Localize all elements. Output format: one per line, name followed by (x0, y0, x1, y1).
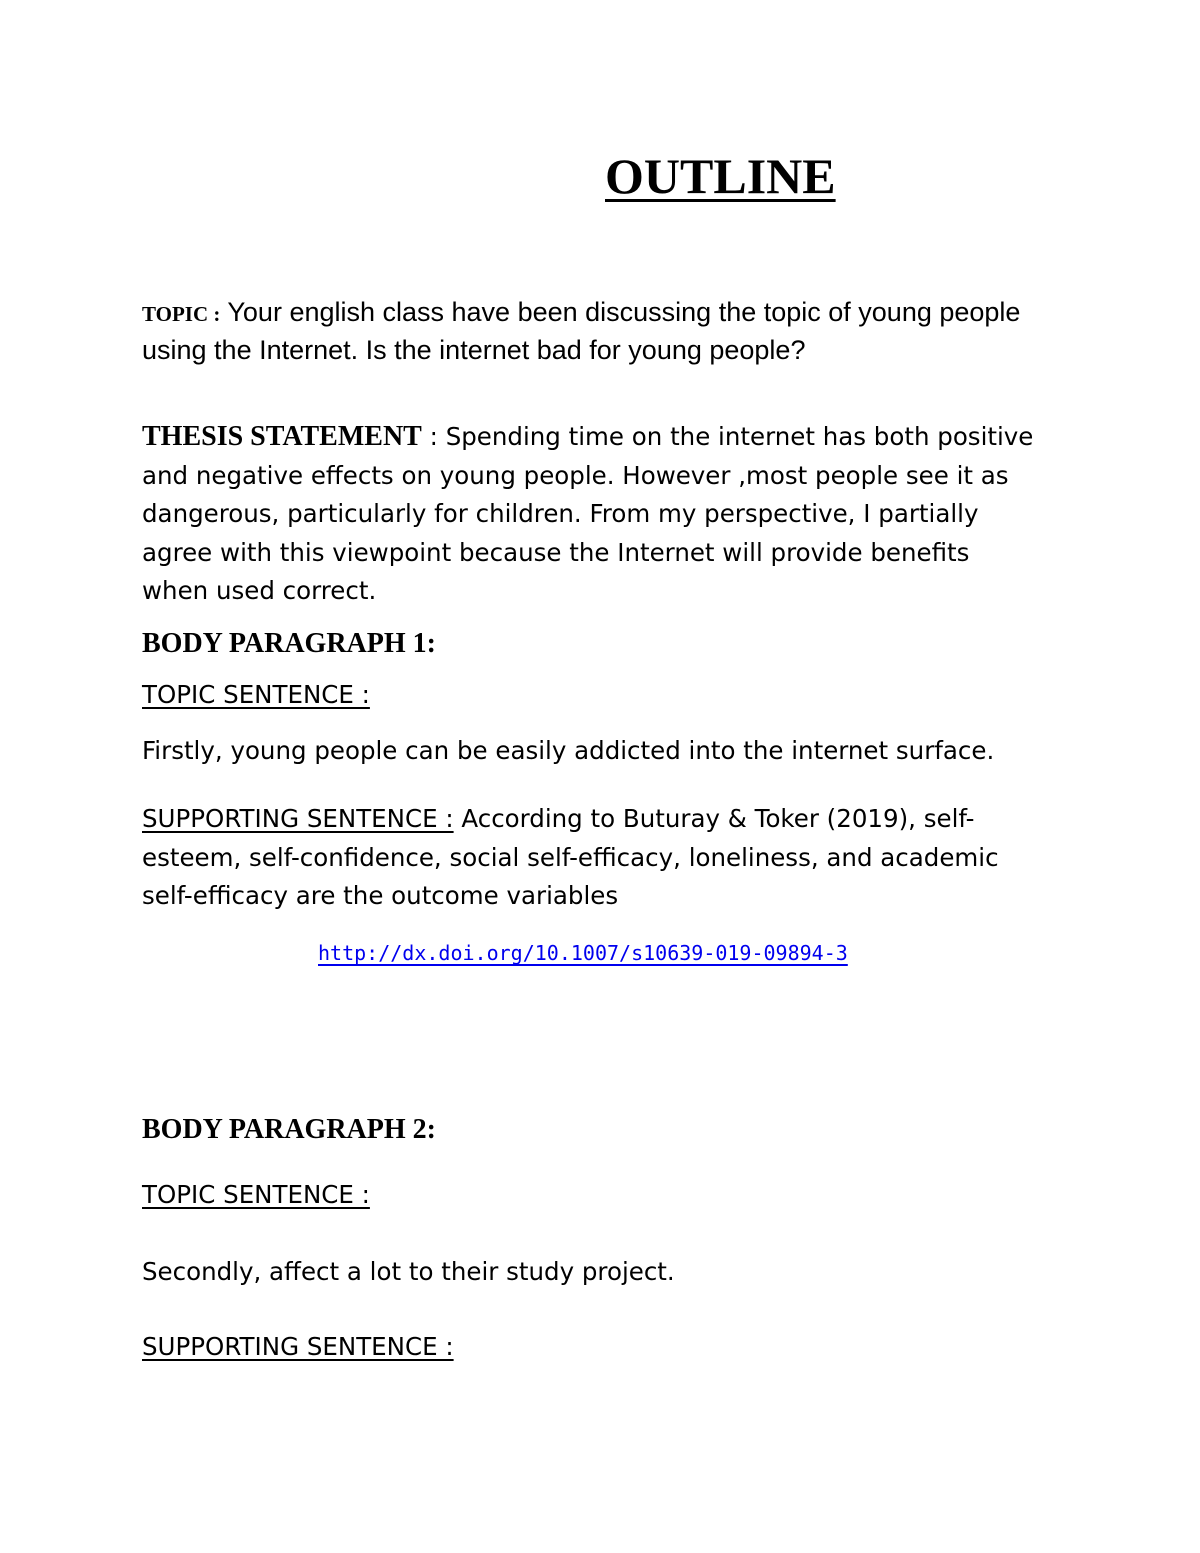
body-1-topic-sentence-label: TOPIC SENTENCE : (142, 680, 370, 709)
document-title: OUTLINE (605, 148, 836, 204)
body-paragraph-2-heading: BODY PARAGRAPH 2: (142, 1114, 436, 1145)
body-paragraph-1-heading: BODY PARAGRAPH 1: (142, 628, 436, 659)
body-1-supporting-sentence (142, 800, 1022, 916)
body-2-topic-sentence-label: TOPIC SENTENCE : (142, 1180, 370, 1209)
thesis-paragraph (142, 418, 1042, 611)
body-1-supporting-text: According to Buturay & Toker (2019), self-esteem, self-confidence, social self-efficacy, loneliness, and academic self-efficacy are the outcome variables (142, 804, 999, 910)
body-2-supporting-sentence-label: SUPPORTING SENTENCE : (142, 1332, 454, 1361)
topic-paragraph (142, 294, 1042, 368)
thesis-text: Spending time on the internet has both positive and negative effects on young people. However ,most people see it as dangerous, particularly for children. From my perspective, I partially agree with this viewpoint because the Internet will provide benefits when used correct. (142, 422, 1034, 605)
doi-link[interactable]: http://dx.doi.org/10.1007/s10639-019-09894-3 (318, 941, 848, 965)
topic-label: TOPIC : (142, 302, 221, 326)
body-1-topic-sentence: Firstly, young people can be easily addicted into the internet surface. (142, 736, 995, 765)
body-2-topic-sentence: Secondly, affect a lot to their study project. (142, 1257, 675, 1286)
thesis-label: THESIS STATEMENT (142, 421, 422, 452)
thesis-separator: : (421, 422, 446, 451)
body-1-supporting-label: SUPPORTING SENTENCE : (142, 804, 454, 833)
topic-text: Your english class have been discussing the topic of young people using the Internet. Is the internet bad for young people? (142, 297, 1021, 365)
